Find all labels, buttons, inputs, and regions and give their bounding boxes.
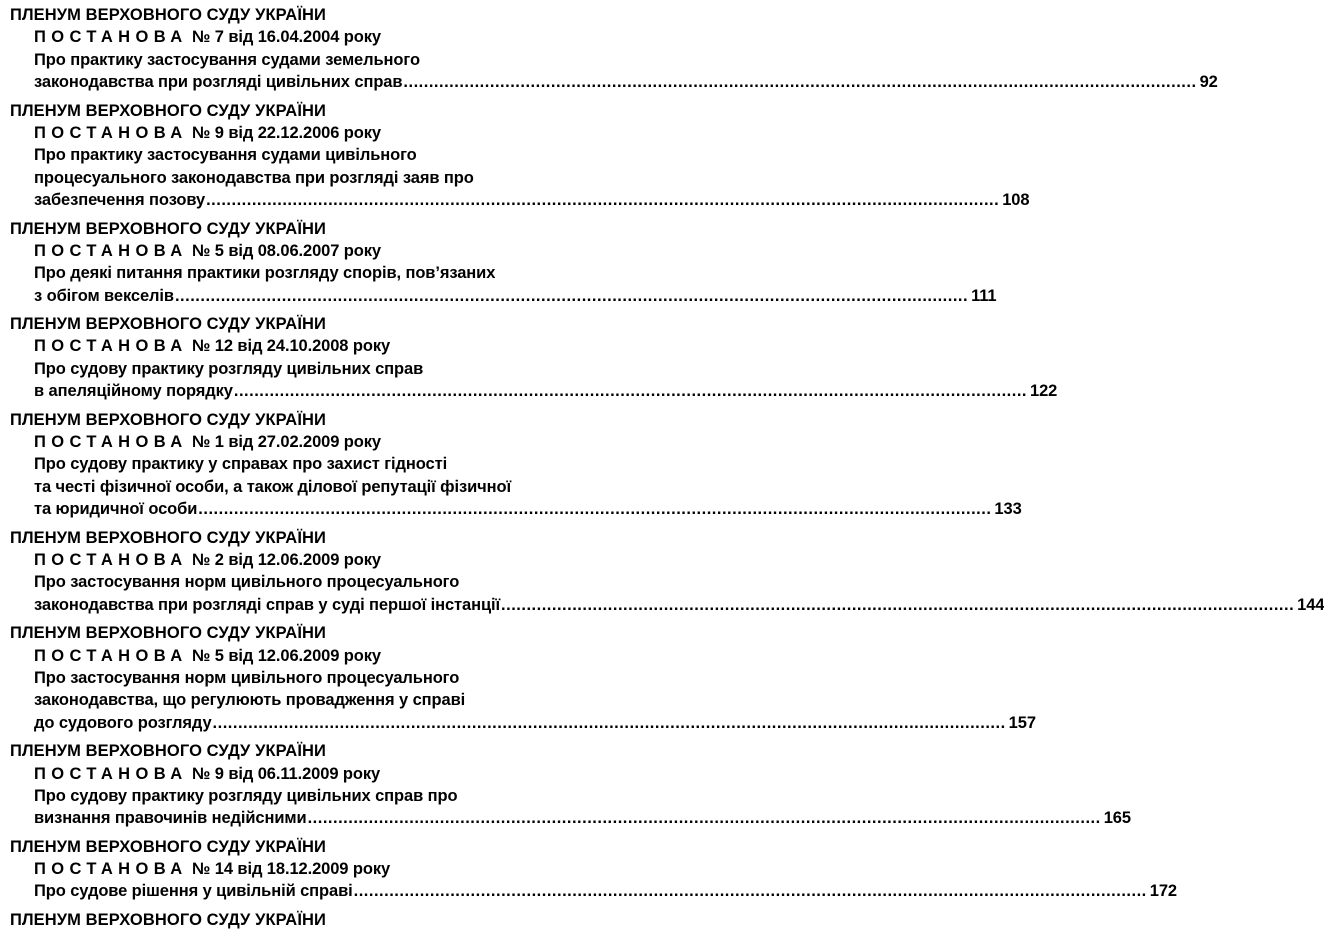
description-last-line [0, 380, 1058, 402]
dot-leader: ............................................................................................................................................................ [233, 382, 1027, 401]
resolution-line [0, 549, 600, 571]
page-number[interactable]: 157 [1008, 713, 1036, 732]
dot-leader: ............................................................................................................................................................ [307, 809, 1101, 828]
resolution-word: ПОСТАНОВА [34, 28, 188, 47]
description-line: Про судову практику у справах про захист гідності [34, 455, 448, 474]
plenum-heading: ПЛЕНУМ ВЕРХОВНОГО СУДУ УКРАЇНИ [10, 6, 326, 24]
resolution-line [0, 431, 600, 453]
resolution-detail: № 1 від 27.02.2009 року [192, 433, 381, 452]
description-last-line [0, 880, 1177, 902]
toc-entry[interactable] [0, 218, 997, 308]
dot-leader: ............................................................................................................................................................ [353, 882, 1147, 901]
plenum-heading: ПЛЕНУМ ВЕРХОВНОГО СУДУ УКРАЇНИ [10, 528, 326, 547]
toc-entry[interactable] [0, 313, 1058, 403]
resolution-word: ПОСТАНОВА [34, 860, 188, 879]
description-line: Про судову практику розгляду цивільних справ про [34, 786, 458, 805]
description-text: законодавства при розгляді цивільних справ [34, 73, 403, 92]
toc-entry[interactable] [0, 740, 1131, 830]
toc-entry[interactable] [0, 527, 1324, 617]
description-last-line [0, 285, 997, 307]
description-text: Про судове рішення у цивільній справі [34, 882, 353, 901]
page-number[interactable]: 122 [1030, 382, 1058, 401]
page-number[interactable]: 92 [1199, 73, 1218, 92]
plenum-heading: ПЛЕНУМ ВЕРХОВНОГО СУДУ УКРАЇНИ [10, 101, 326, 120]
page-number[interactable]: 172 [1149, 882, 1177, 901]
description-line: Про практику застосування судами земельного [34, 50, 420, 69]
plenum-heading: ПЛЕНУМ ВЕРХОВНОГО СУДУ УКРАЇНИ [10, 219, 326, 238]
resolution-word: ПОСТАНОВА [34, 123, 188, 142]
resolution-word: ПОСТАНОВА [34, 433, 188, 452]
description-text: з обігом векселів [34, 286, 174, 305]
resolution-line [0, 122, 600, 144]
resolution-line [0, 763, 600, 785]
dot-leader: ............................................................................................................................................................ [174, 286, 969, 305]
resolution-detail: № 7 від 16.04.2004 року [192, 28, 381, 47]
description-line: Про застосування норм цивільного процесуального [34, 668, 460, 687]
dot-leader: ............................................................................................................................................................ [198, 500, 992, 519]
plenum-heading: ПЛЕНУМ ВЕРХОВНОГО СУДУ УКРАЇНИ [10, 315, 326, 334]
description-text: забезпечення позову [34, 191, 206, 210]
plenum-heading-trailing: ПЛЕНУМ ВЕРХОВНОГО СУДУ УКРАЇНИ [10, 910, 326, 929]
resolution-detail: № 12 від 24.10.2008 року [192, 337, 391, 356]
description-text: та юридичної особи [34, 500, 198, 519]
resolution-line [0, 645, 600, 667]
toc-entry[interactable] [0, 622, 1036, 734]
resolution-detail: № 5 від 12.06.2009 року [192, 646, 381, 665]
toc-entry[interactable] [0, 4, 1218, 94]
resolution-detail: № 14 від 18.12.2009 року [192, 860, 391, 879]
description-last-line [0, 498, 1022, 520]
description-last-line [0, 189, 1030, 211]
resolution-word: ПОСТАНОВА [34, 337, 188, 356]
description-last-line [0, 71, 1218, 93]
description-line: Про практику застосування судами цивільного [34, 146, 417, 165]
description-text: в апеляційному порядку [34, 382, 233, 401]
description-line: законодавства, що регулюють провадження у справі [34, 691, 466, 710]
description-line: Про деякі питання практики розгляду спорів, пов’язаних [34, 264, 496, 283]
description-text: законодавства при розгляді справ у суді першої інстанції [34, 595, 501, 614]
resolution-word: ПОСТАНОВА [34, 764, 188, 783]
page-number[interactable]: 111 [971, 286, 997, 305]
resolution-detail: № 2 від 12.06.2009 року [192, 550, 381, 569]
description-last-line [0, 712, 1036, 734]
resolution-line [0, 335, 600, 357]
plenum-heading: ПЛЕНУМ ВЕРХОВНОГО СУДУ УКРАЇНИ [10, 742, 326, 761]
plenum-heading: ПЛЕНУМ ВЕРХОВНОГО СУДУ УКРАЇНИ [10, 410, 326, 429]
dot-leader: ............................................................................................................................................................ [206, 191, 1000, 210]
description-last-line [0, 807, 1131, 829]
toc-entry[interactable] [0, 409, 1022, 521]
description-text: визнання правочинів недійсними [34, 809, 307, 828]
resolution-word: ПОСТАНОВА [34, 241, 188, 260]
toc-entry[interactable] [0, 836, 1177, 903]
resolution-detail: № 5 від 08.06.2007 року [192, 241, 381, 260]
dot-leader: ............................................................................................................................................................ [501, 595, 1295, 614]
description-text: до судового розгляду [34, 713, 212, 732]
dot-leader: ............................................................................................................................................................ [212, 713, 1006, 732]
resolution-detail: № 9 від 22.12.2006 року [192, 123, 381, 142]
toc-entry[interactable] [0, 100, 1030, 212]
description-line: процесуального законодавства при розгляді заяв про [34, 168, 474, 187]
resolution-word: ПОСТАНОВА [34, 550, 188, 569]
description-last-line [0, 594, 1324, 616]
resolution-line [0, 858, 600, 880]
page-number[interactable]: 144 [1297, 595, 1324, 614]
plenum-heading: ПЛЕНУМ ВЕРХОВНОГО СУДУ УКРАЇНИ [10, 624, 326, 643]
plenum-heading: ПЛЕНУМ ВЕРХОВНОГО СУДУ УКРАЇНИ [10, 837, 326, 856]
resolution-detail: № 9 від 06.11.2009 року [192, 764, 381, 783]
page-number[interactable]: 133 [994, 500, 1022, 519]
page-number[interactable]: 108 [1002, 191, 1030, 210]
resolution-word: ПОСТАНОВА [34, 646, 188, 665]
description-line: Про застосування норм цивільного процесуального [34, 573, 460, 592]
resolution-line [0, 240, 600, 262]
description-line: Про судову практику розгляду цивільних справ [34, 359, 424, 378]
dot-leader: ............................................................................................................................................................ [403, 73, 1197, 92]
resolution-line [0, 26, 600, 48]
page-number[interactable]: 165 [1103, 809, 1131, 828]
description-line: та честі фізичної особи, а також ділової репутації фізичної [34, 477, 512, 496]
